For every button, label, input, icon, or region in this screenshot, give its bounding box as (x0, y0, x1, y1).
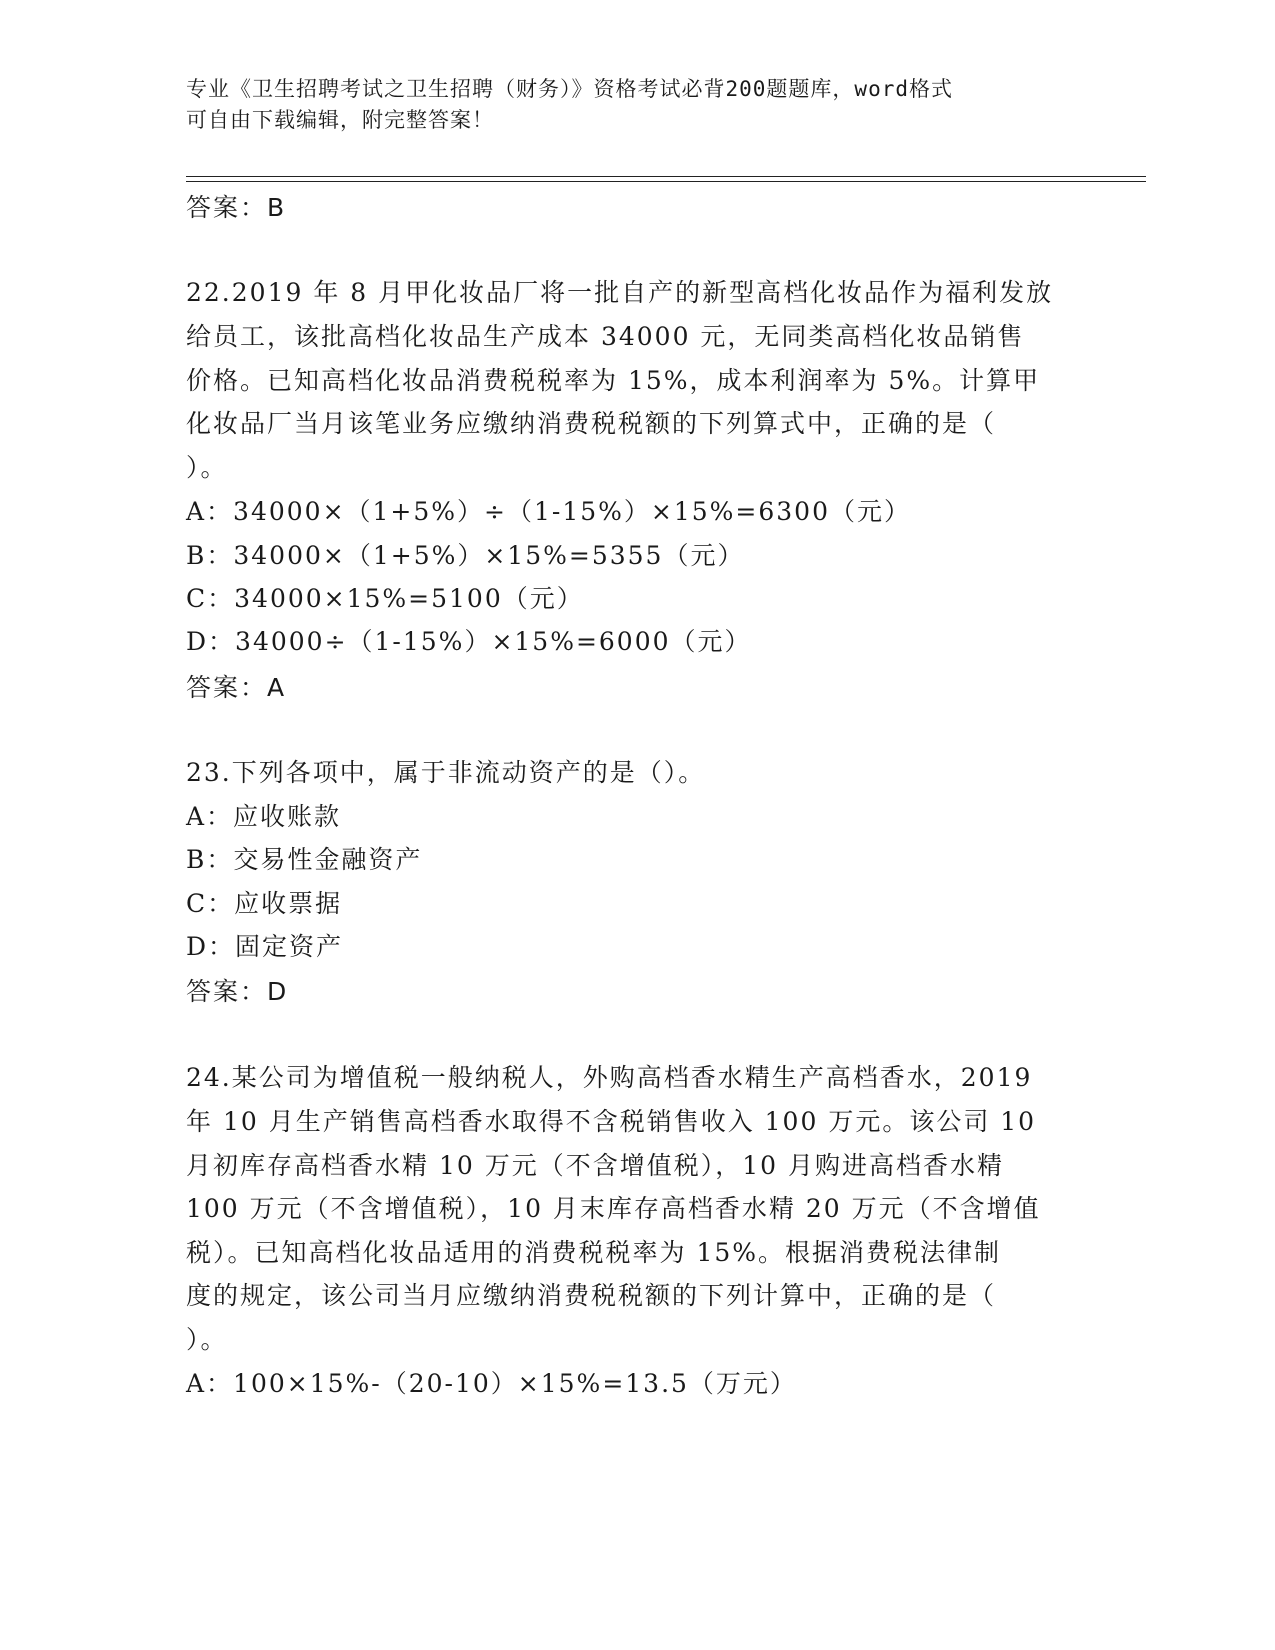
q24-line-4: 100 万元（不含增值税），10 月末库存高档香水精 20 万元（不含增值 (186, 1194, 1041, 1223)
header-rule-top (186, 176, 1146, 177)
q22-line-1: 22.2019 年 8 月甲化妆品厂将一批自产的新型高档化妆品作为福利发放 (186, 278, 1054, 307)
q22-line-4: 化妆品厂当月该笔业务应缴纳消费税税额的下列算式中，正确的是（ (186, 409, 997, 438)
q22-option-c: C：34000×15%=5100（元） (186, 584, 584, 613)
q24-line-7: ）。 (186, 1325, 228, 1354)
q23-option-a: A：应收账款 (186, 802, 342, 831)
q23-answer: 答案：D (186, 977, 289, 1006)
q23-option-d: D：固定资产 (186, 932, 344, 961)
q24-line-3: 月初库存高档香水精 10 万元（不含增值税），10 月购进高档香水精 (186, 1151, 1004, 1180)
answer-21: 答案：B (186, 193, 287, 222)
q22-option-b: B：34000×（1+5%）×15%=5355（元） (186, 541, 745, 570)
header-rule-bottom (186, 181, 1146, 182)
q22-line-3: 价格。已知高档化妆品消费税税率为 15%，成本利润率为 5%。计算甲 (186, 366, 1041, 395)
q22-option-d: D：34000÷（1-15%）×15%=6000（元） (186, 627, 752, 656)
q22-answer: 答案：A (186, 673, 287, 702)
page-header (186, 74, 1086, 136)
q24-line-6: 度的规定，该公司当月应缴纳消费税税额的下列计算中，正确的是（ (186, 1281, 997, 1310)
q24-line-2: 年 10 月生产销售高档香水取得不含税销售收入 100 万元。该公司 10 (186, 1107, 1037, 1136)
q24-option-a: A：100×15%-（20-10）×15%=13.5（万元） (186, 1369, 797, 1398)
header-line-1: 专业《卫生招聘考试之卫生招聘（财务）》资格考试必背200题题库，word格式 (186, 77, 953, 101)
q22-option-a: A：34000×（1+5%）÷（1-15%）×15%=6300（元） (186, 497, 911, 526)
q23-line-1: 23.下列各项中，属于非流动资产的是（）。 (186, 758, 706, 787)
header-line-2: 可自由下载编辑，附完整答案！ (186, 108, 494, 132)
q24-line-5: 税）。已知高档化妆品适用的消费税税率为 15%。根据消费税法律制 (186, 1238, 1002, 1267)
q22-line-2: 给员工，该批高档化妆品生产成本 34000 元，无同类高档化妆品销售 (186, 322, 1025, 351)
q24-line-1: 24.某公司为增值税一般纳税人，外购高档香水精生产高档香水，2019 (186, 1063, 1033, 1092)
q23-option-c: C：应收票据 (186, 889, 343, 918)
q22-line-5: ）。 (186, 453, 228, 482)
q23-option-b: B：交易性金融资产 (186, 845, 423, 874)
